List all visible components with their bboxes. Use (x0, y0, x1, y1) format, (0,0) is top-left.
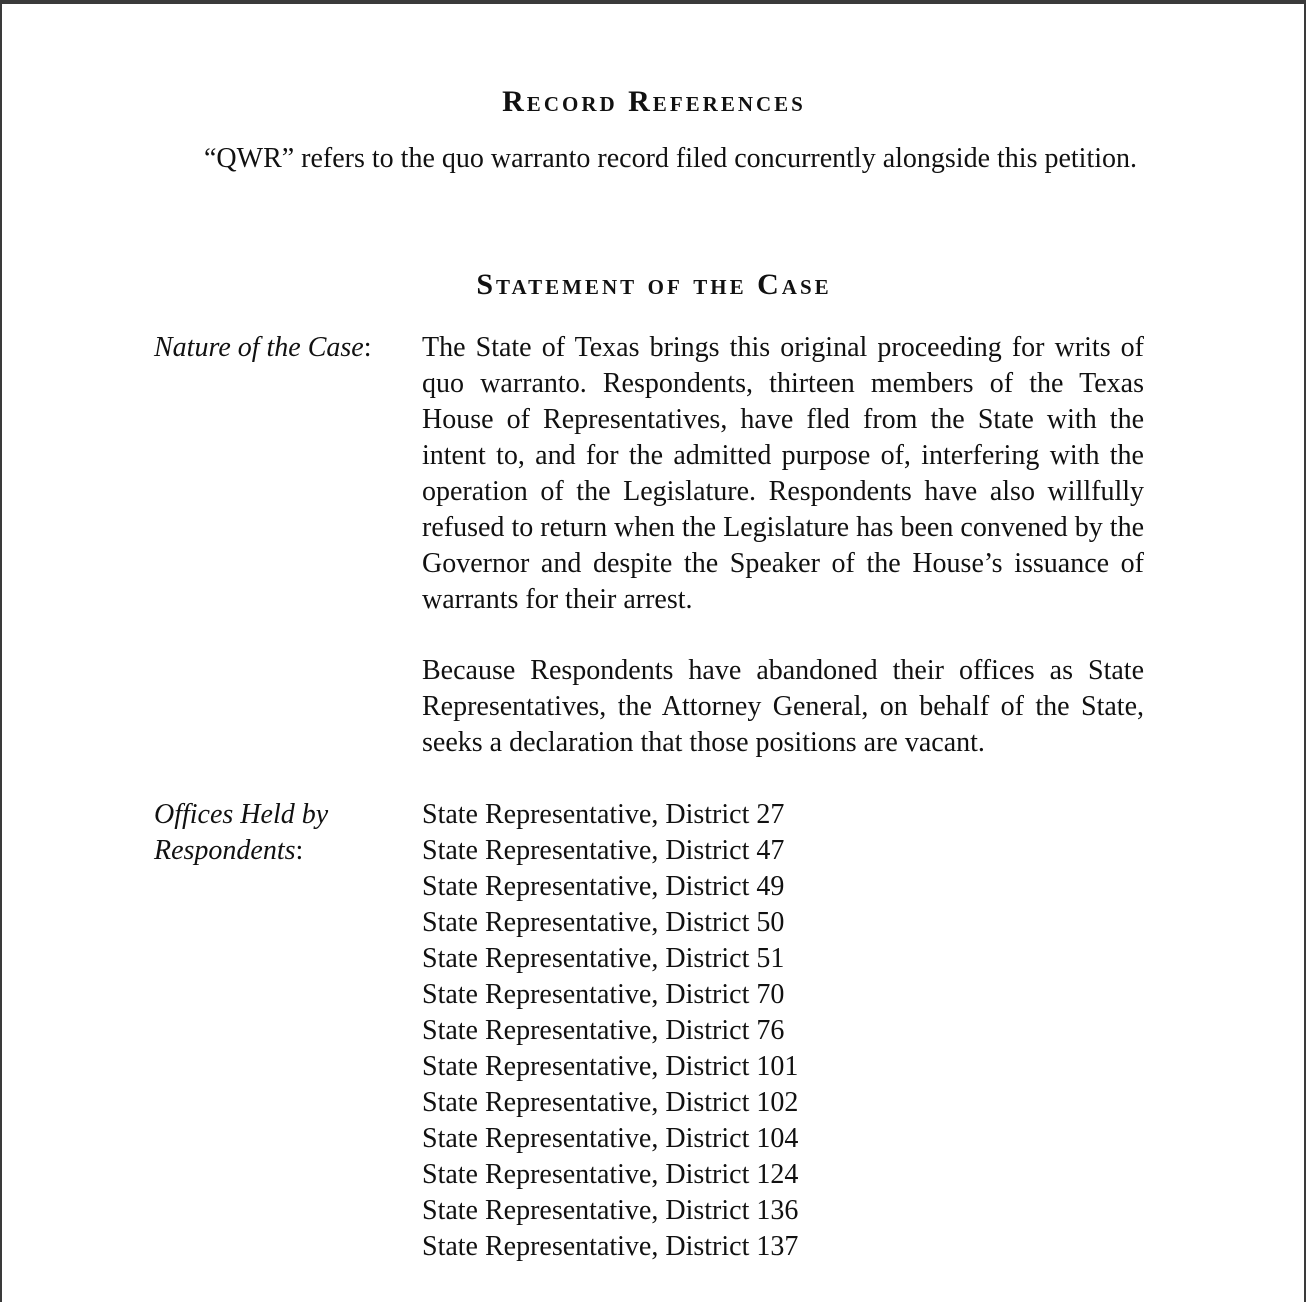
office-item: State Representative, District 51 (422, 943, 785, 974)
nature-label-text: Nature of the Case (154, 332, 364, 363)
office-item: State Representative, District 137 (422, 1231, 799, 1262)
nature-paragraph-2: Because Respondents have abandoned their offices as State Representatives, the Attorney General, on behalf of the State, seeks a declaration that those positions are vacant. (422, 655, 1144, 758)
record-references-paragraph: “QWR” refers to the quo warranto record filed concurrently alongside this petition. (204, 143, 1138, 174)
office-item: State Representative, District 104 (422, 1123, 799, 1154)
offices-held-label: Offices Held by Respondents: (154, 799, 329, 866)
nature-paragraph-1: The State of Texas brings this original proceeding for writs of quo warranto. Respondents, thirteen members of the Texas House of Representatives, have fled from the State with the intent to, and for the admitted purpose of, interfering with the operation of the Legislature. Respondents have also willfully refused to return when the Legislature has been convened by the Governor and despite the Speaker of the House’s issuance of warrants for their arrest. (422, 332, 1144, 615)
record-references-heading: Record References (502, 85, 806, 118)
office-item: State Representative, District 49 (422, 871, 785, 902)
office-item: State Representative, District 76 (422, 1015, 785, 1046)
office-item: State Representative, District 47 (422, 835, 785, 866)
office-item: State Representative, District 136 (422, 1195, 799, 1226)
office-item: State Representative, District 70 (422, 979, 785, 1010)
statement-of-case-heading: Statement of the Case (476, 268, 832, 301)
office-item: State Representative, District 124 (422, 1159, 799, 1190)
office-item: State Representative, District 102 (422, 1087, 799, 1118)
offices-label-line1: Offices Held by (154, 799, 329, 830)
office-item: State Representative, District 101 (422, 1051, 799, 1082)
offices-list (422, 797, 798, 1265)
nature-of-case-label: Nature of the Case: (154, 332, 372, 363)
offices-label-line2: Respondents (154, 835, 296, 866)
office-item: State Representative, District 27 (422, 799, 785, 830)
office-item: State Representative, District 50 (422, 907, 785, 938)
